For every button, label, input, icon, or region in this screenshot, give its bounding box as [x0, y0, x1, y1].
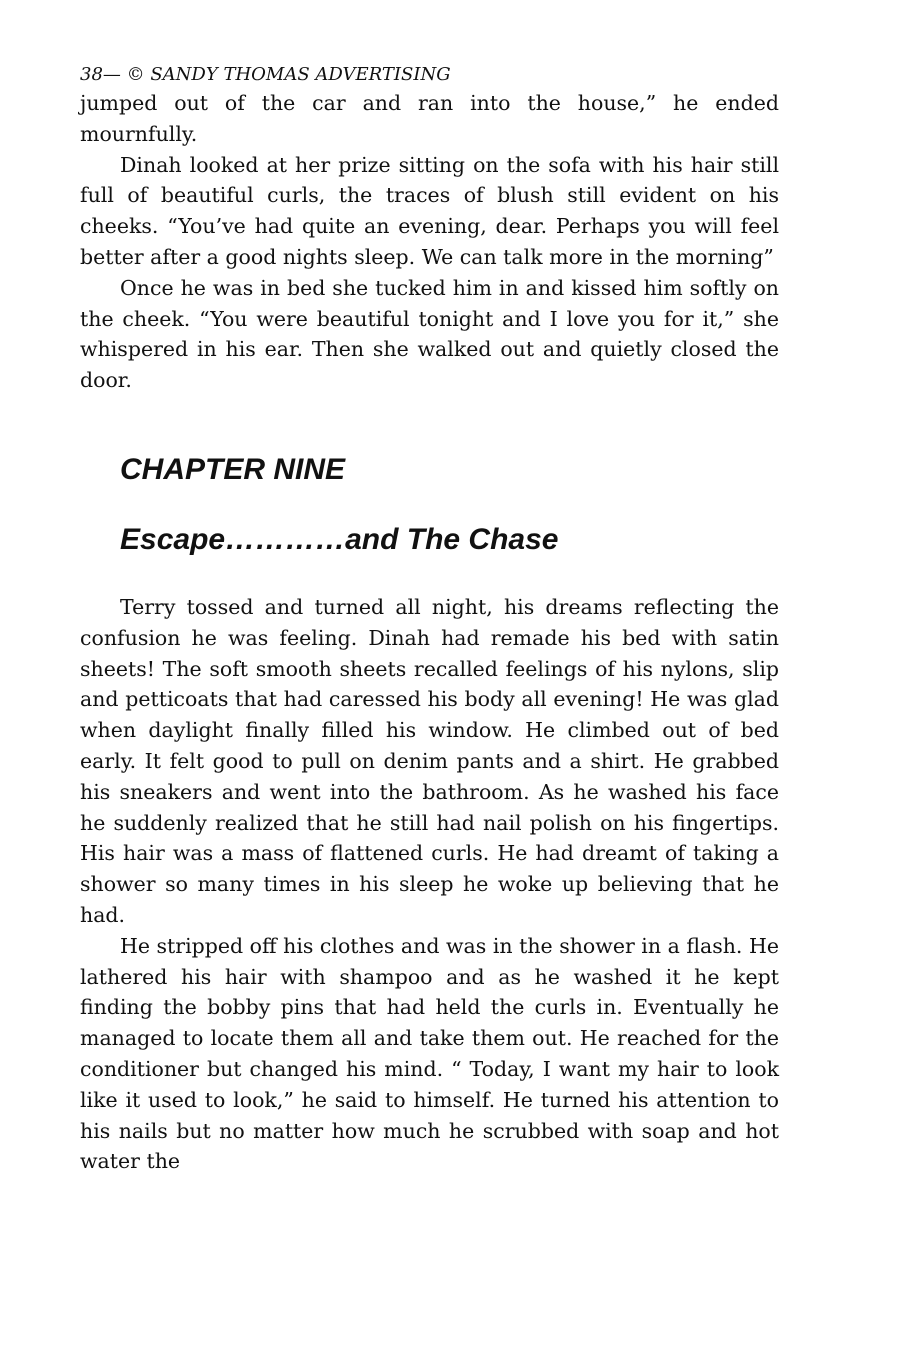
- paragraph: Once he was in bed she tucked him in and kissed him softly on the cheek. “You were beautiful tonight and I love you for it,” she whispered in his ear. Then she walked out and quietly closed the door.: [80, 275, 779, 393]
- book-page: [80, 62, 779, 1177]
- paragraph-continued: jumped out of the car and ran into the house,” he ended mournfully.: [80, 91, 779, 146]
- running-header: 38— © SANDY THOMAS ADVERTISING: [80, 64, 451, 85]
- body-section-before-chapter: [80, 88, 779, 396]
- chapter-title: CHAPTER NINE: [120, 452, 346, 486]
- paragraph: He stripped off his clothes and was in the shower in a flash. He lathered his hair with shampoo and as he washed it he kept finding the bobby pins that had held the curls in. Eventually he managed to locate them all and take them out. He reached for the conditioner but changed his mind. “ Today, I want my hair to look like it used to look,” he said to himself. He turned his attention to his nails but no matter how much he scrubbed with soap and hot water the: [80, 933, 779, 1174]
- paragraph: Dinah looked at her prize sitting on the sofa with his hair still full of beautiful curls, the traces of blush still evident on his cheeks. “You’ve had quite an evening, dear. Perhaps you will feel better after a good nights sleep. We can talk more in the morning”: [80, 152, 779, 269]
- chapter-heading-block: [80, 452, 779, 558]
- paragraph: Terry tossed and turned all night, his dreams reflecting the confusion he was feeling. Dinah had remade his bed with satin sheets! The soft smooth sheets recalled feelings of his nylons, slip and petticoats that had caressed his body all evening! He was glad when daylight finally filled his window. He climbed out of bed early. It felt good to pull on denim pants and a shirt. He grabbed his sneakers and went into the bathroom. As he washed his face he suddenly realized that he still had nail polish on his fingertips. His hair was a mass of flattened curls. He had dreamt of taking a shower so many times in his sleep he woke up believing that he had.: [80, 594, 779, 927]
- chapter-subtitle: Escape…………and The Chase: [120, 522, 559, 556]
- body-section-chapter-nine: [80, 592, 779, 1177]
